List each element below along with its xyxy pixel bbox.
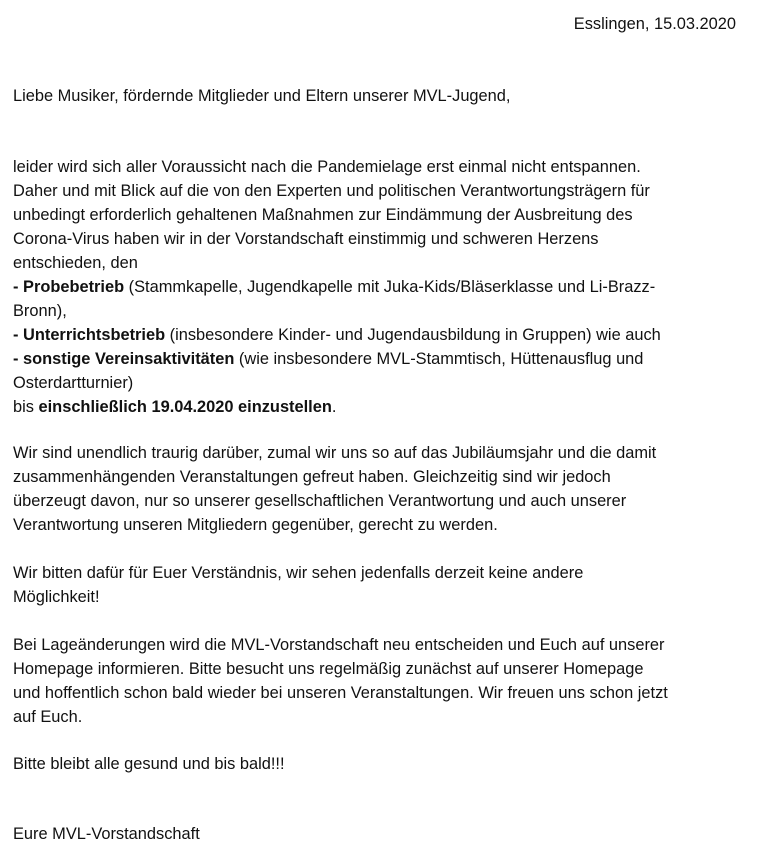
signature-line: Eure MVL-Vorstandschaft <box>13 825 200 843</box>
list-item-vereinsaktivitaeten <box>13 347 748 371</box>
paragraph-closing <box>13 752 748 776</box>
list-item-title: - Probebetrieb <box>13 278 125 296</box>
text-line: entschieden, den <box>13 254 138 272</box>
text-line: Homepage informieren. Bitte besucht uns regelmäßig zunächst auf unserer Homepage <box>13 660 644 678</box>
text-line: unbedingt erforderlich gehaltenen Maßnahmen zur Eindämmung der Ausbreitung des <box>13 206 633 224</box>
text-line: überzeugt davon, nur so unserer gesellschaftlichen Verantwortung und auch unserer <box>13 492 627 510</box>
list-item-unterrichtsbetrieb <box>13 323 748 347</box>
until-prefix: bis <box>13 398 39 416</box>
text-line: zusammenhängenden Veranstaltungen gefreut haben. Gleichzeitig sind wir jedoch <box>13 468 611 486</box>
text-line: und hoffentlich schon bald wieder bei unseren Veranstaltungen. Wir freuen uns schon jetzt <box>13 684 668 702</box>
list-item-continuation: Osterdartturnier) <box>13 374 134 392</box>
list-item-probebetrieb <box>13 275 748 299</box>
until-line <box>13 395 748 419</box>
text-line: Bei Lageänderungen wird die MVL-Vorstandschaft neu entscheiden und Euch auf unserer <box>13 636 665 654</box>
paragraph-understanding <box>13 561 748 609</box>
list-item-title: - sonstige Vereinsaktivitäten <box>13 350 235 368</box>
paragraph-announcement <box>13 155 748 419</box>
until-date: einschließlich 19.04.2020 einzustellen <box>38 398 332 416</box>
list-item-title: - Unterrichtsbetrieb <box>13 326 166 344</box>
greeting-line: Liebe Musiker, fördernde Mitglieder und Eltern unserer MVL-Jugend, <box>13 87 511 105</box>
list-item-text: (wie insbesondere MVL-Stammtisch, Hüttenausflug und <box>234 350 644 368</box>
list-item-continuation: Bronn), <box>13 302 67 320</box>
paragraph-updates <box>13 633 748 729</box>
text-line: Bitte bleibt alle gesund und bis bald!!! <box>13 755 285 773</box>
text-line: Corona-Virus haben wir in der Vorstandschaft einstimmig und schweren Herzens <box>13 230 599 248</box>
text-line: leider wird sich aller Voraussicht nach die Pandemielage erst einmal nicht entspannen. <box>13 158 641 176</box>
letter-date: Esslingen, 15.03.2020 <box>573 15 736 33</box>
paragraph-regret <box>13 441 748 537</box>
text-line: Daher und mit Blick auf die von den Experten und politischen Verantwortungsträgern für <box>13 182 650 200</box>
list-item-text: (insbesondere Kinder- und Jugendausbildung in Gruppen) wie auch <box>165 326 661 344</box>
text-line: auf Euch. <box>13 708 83 726</box>
text-line: Wir sind unendlich traurig darüber, zumal wir uns so auf das Jubiläumsjahr und die damit <box>13 444 657 462</box>
text-line: Wir bitten dafür für Euer Verständnis, wir sehen jedenfalls derzeit keine andere <box>13 564 584 582</box>
greeting <box>13 84 748 108</box>
signature <box>13 822 748 846</box>
until-suffix: . <box>331 398 337 416</box>
text-line: Möglichkeit! <box>13 588 100 606</box>
list-item-text: (Stammkapelle, Jugendkapelle mit Juka-Kids/Bläserklasse und Li-Brazz- <box>124 278 656 296</box>
text-line: Verantwortung unseren Mitgliedern gegenüber, gerecht zu werden. <box>13 516 498 534</box>
